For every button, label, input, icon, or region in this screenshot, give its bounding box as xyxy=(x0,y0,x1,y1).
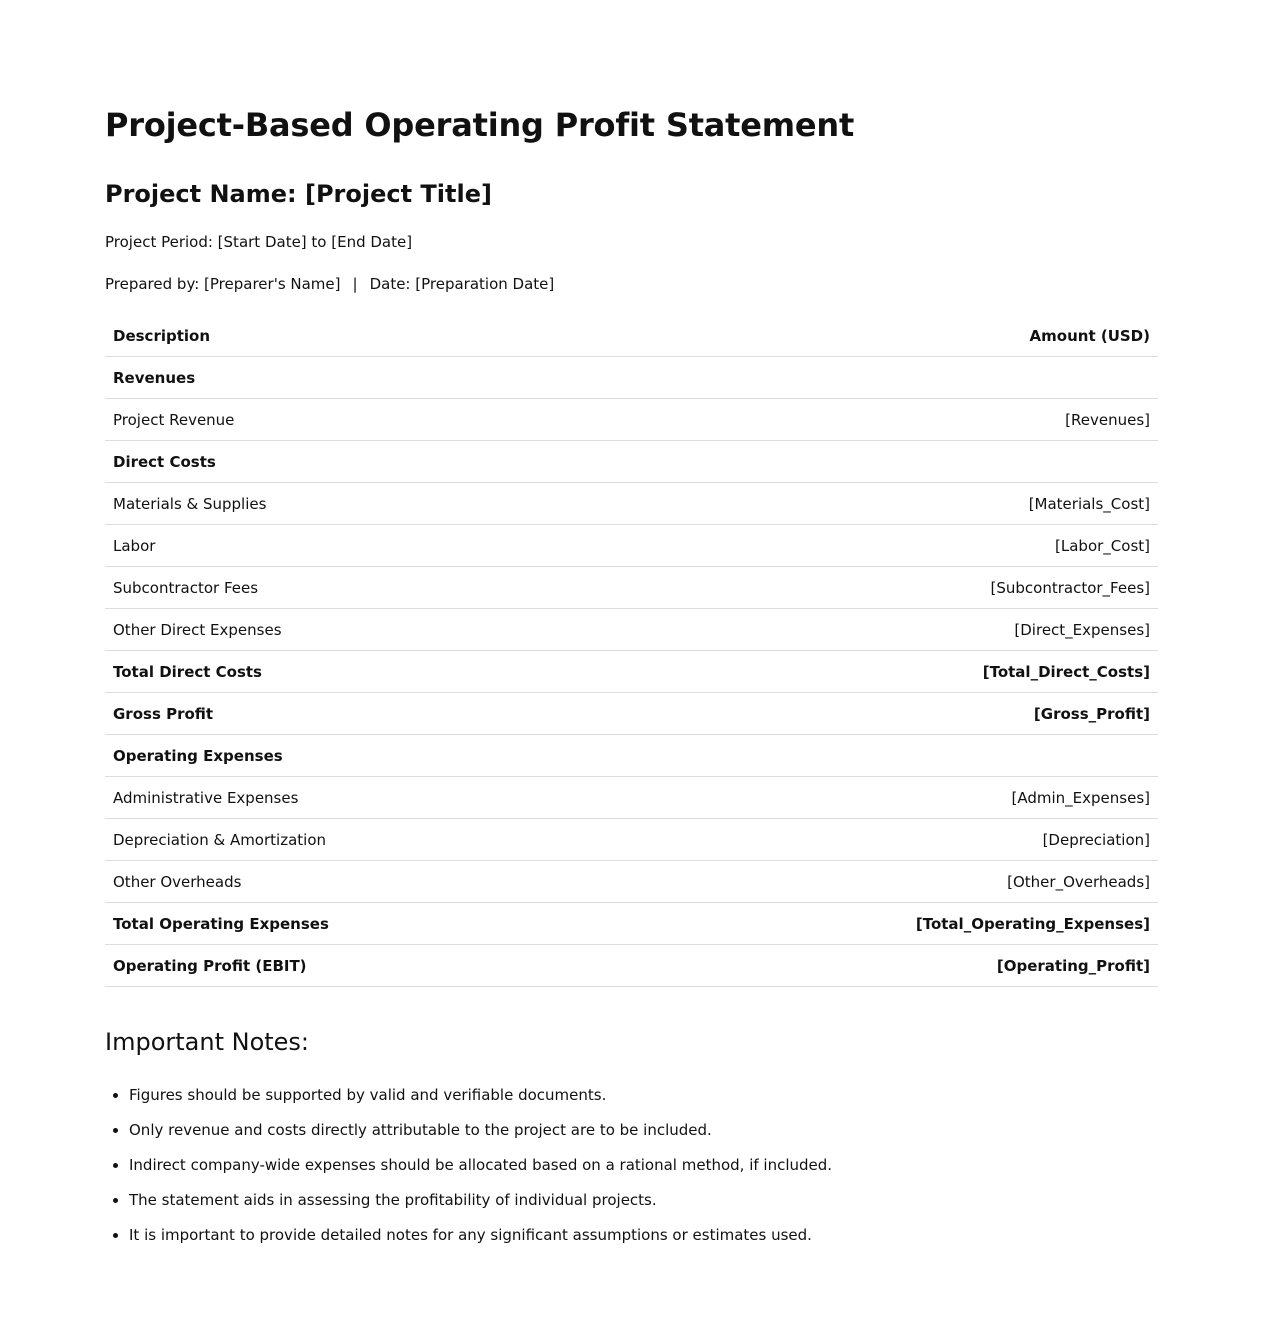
row-description: Gross Profit xyxy=(105,693,612,735)
notes-heading: Important Notes: xyxy=(105,1028,310,1056)
notes-list xyxy=(105,1085,1158,1245)
row-description: Revenues xyxy=(105,357,612,399)
table-row xyxy=(105,945,1158,987)
table-header-row xyxy=(105,315,1158,357)
meta-separator: | xyxy=(352,275,358,293)
row-description: Depreciation & Amortization xyxy=(105,819,612,861)
note-item: • It is important to provide detailed notes for any significant assumptions or estimates used. xyxy=(129,1225,1158,1245)
row-amount: [Operating_Profit] xyxy=(612,945,1158,987)
row-amount xyxy=(612,441,1158,483)
table-row xyxy=(105,483,1158,525)
preparation-date: Date: [Preparation Date] xyxy=(369,275,555,293)
note-item: • Indirect company-wide expenses should be allocated based on a rational method, if included. xyxy=(129,1155,1158,1175)
prepared-by: Prepared by: [Preparer's Name] xyxy=(105,275,341,293)
row-description: Labor xyxy=(105,525,612,567)
row-description: Administrative Expenses xyxy=(105,777,612,819)
row-description: Other Direct Expenses xyxy=(105,609,612,651)
table-row xyxy=(105,357,1158,399)
statement-table xyxy=(105,315,1158,987)
column-header-description: Description xyxy=(105,315,612,357)
row-description: Total Direct Costs xyxy=(105,651,612,693)
table-row xyxy=(105,693,1158,735)
row-description: Operating Profit (EBIT) xyxy=(105,945,612,987)
table-row xyxy=(105,525,1158,567)
table-row xyxy=(105,861,1158,903)
project-period: Project Period: [Start Date] to [End Date] xyxy=(105,233,413,251)
table-row xyxy=(105,777,1158,819)
row-description: Total Operating Expenses xyxy=(105,903,612,945)
row-amount: [Labor_Cost] xyxy=(612,525,1158,567)
table-row xyxy=(105,819,1158,861)
document-title: Project-Based Operating Profit Statement xyxy=(105,106,855,144)
row-amount: [Subcontractor_Fees] xyxy=(612,567,1158,609)
row-description: Operating Expenses xyxy=(105,735,612,777)
table-row xyxy=(105,735,1158,777)
row-amount: [Admin_Expenses] xyxy=(612,777,1158,819)
row-description: Subcontractor Fees xyxy=(105,567,612,609)
row-amount: [Direct_Expenses] xyxy=(612,609,1158,651)
table-row xyxy=(105,609,1158,651)
table-row xyxy=(105,903,1158,945)
table-row xyxy=(105,567,1158,609)
row-amount: [Total_Direct_Costs] xyxy=(612,651,1158,693)
row-amount xyxy=(612,735,1158,777)
row-amount: [Depreciation] xyxy=(612,819,1158,861)
row-amount: [Total_Operating_Expenses] xyxy=(612,903,1158,945)
row-amount: [Gross_Profit] xyxy=(612,693,1158,735)
document-page xyxy=(105,0,1158,1245)
table-row xyxy=(105,441,1158,483)
statement-table-body xyxy=(105,357,1158,987)
row-description: Materials & Supplies xyxy=(105,483,612,525)
note-item: • Figures should be supported by valid and verifiable documents. xyxy=(129,1085,1158,1105)
table-row xyxy=(105,399,1158,441)
project-name-heading: Project Name: [Project Title] xyxy=(105,180,492,208)
prepared-line xyxy=(105,274,1158,294)
note-item: • Only revenue and costs directly attributable to the project are to be included. xyxy=(129,1120,1158,1140)
table-row xyxy=(105,651,1158,693)
note-item: • The statement aids in assessing the profitability of individual projects. xyxy=(129,1190,1158,1210)
row-description: Other Overheads xyxy=(105,861,612,903)
row-amount: [Materials_Cost] xyxy=(612,483,1158,525)
row-amount: [Other_Overheads] xyxy=(612,861,1158,903)
row-amount xyxy=(612,357,1158,399)
row-amount: [Revenues] xyxy=(612,399,1158,441)
row-description: Project Revenue xyxy=(105,399,612,441)
column-header-amount: Amount (USD) xyxy=(612,315,1158,357)
row-description: Direct Costs xyxy=(105,441,612,483)
